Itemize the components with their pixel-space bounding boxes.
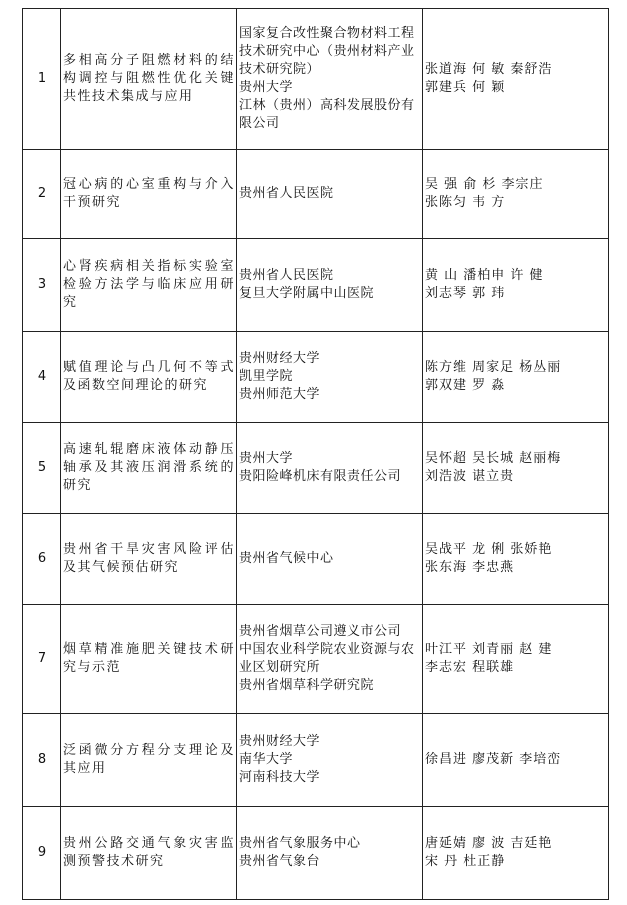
table-row [23, 807, 609, 900]
person-line: 吴战平 龙 俐 张娇艳 [425, 542, 553, 557]
person-line: 宋 丹 杜正静 [425, 854, 506, 869]
person-line: 张陈匀 韦 方 [425, 195, 506, 210]
unit-name: 贵州省烟草科学研究院 [239, 678, 375, 693]
row-number: 1 [23, 9, 61, 150]
person-line: 唐延婧 廖 波 吉廷艳 [425, 836, 553, 851]
row-number: 4 [23, 332, 61, 423]
unit-name: 贵阳险峰机床有限责任公司 [239, 469, 402, 484]
unit-name: 中国农业科学院农业资源与农业区划研究所 [239, 642, 415, 675]
person-line: 张东海 李忠燕 [425, 560, 515, 575]
project-name: 多相高分子阻燃材料的结构调控与阻燃性优化关键共性技术集成与应用 [61, 9, 237, 150]
person-line: 刘志琴 郭 玮 [425, 286, 506, 301]
completing-people [423, 239, 609, 332]
completing-units [237, 714, 423, 807]
project-name: 赋值理论与凸几何不等式及函数空间理论的研究 [61, 332, 237, 423]
completing-people [423, 514, 609, 605]
person-line: 郭双建 罗 淼 [425, 378, 506, 393]
table-row [23, 9, 609, 150]
unit-name: 江林（贵州）高科发展股份有限公司 [239, 98, 415, 131]
completing-units [237, 150, 423, 239]
project-name: 贵州省干旱灾害风险评估及其气候预估研究 [61, 514, 237, 605]
row-number: 9 [23, 807, 61, 900]
row-number: 6 [23, 514, 61, 605]
unit-name: 河南科技大学 [239, 770, 321, 785]
unit-name: 贵州省气象服务中心 [239, 836, 361, 851]
completing-units [237, 423, 423, 514]
row-number: 8 [23, 714, 61, 807]
project-name: 贵州公路交通气象灾害监测预警技术研究 [61, 807, 237, 900]
completing-units [237, 239, 423, 332]
completing-units [237, 514, 423, 605]
project-name: 冠心病的心室重构与介入干预研究 [61, 150, 237, 239]
unit-name: 贵州省烟草公司遵义市公司 [239, 624, 402, 639]
table-row [23, 605, 609, 714]
row-number: 7 [23, 605, 61, 714]
unit-name: 贵州大学 [239, 80, 294, 95]
table-row [23, 150, 609, 239]
completing-units [237, 332, 423, 423]
person-line: 郭建兵 何 颖 [425, 80, 506, 95]
table-row [23, 423, 609, 514]
unit-name: 贵州省人民医院 [239, 268, 334, 283]
table-row [23, 332, 609, 423]
row-number: 5 [23, 423, 61, 514]
unit-name: 贵州省人民医院 [239, 186, 334, 201]
completing-units [237, 807, 423, 900]
unit-name: 复旦大学附属中山医院 [239, 286, 375, 301]
unit-name: 贵州大学 [239, 451, 294, 466]
project-name: 烟草精准施肥关键技术研究与示范 [61, 605, 237, 714]
person-line: 刘浩波 谌立贵 [425, 469, 515, 484]
person-line: 徐昌进 廖茂新 李培峦 [425, 752, 562, 767]
person-line: 陈方维 周家足 杨丛丽 [425, 360, 562, 375]
row-number: 3 [23, 239, 61, 332]
completing-people [423, 423, 609, 514]
unit-name: 凯里学院 [239, 369, 294, 384]
project-name: 高速轧辊磨床液体动静压轴承及其液压润滑系统的研究 [61, 423, 237, 514]
unit-name: 贵州师范大学 [239, 387, 321, 402]
unit-name: 南华大学 [239, 752, 294, 767]
completing-units [237, 605, 423, 714]
row-number: 2 [23, 150, 61, 239]
completing-people [423, 9, 609, 150]
unit-name: 贵州省气候中心 [239, 551, 334, 566]
project-name: 心肾疾病相关指标实验室检验方法学与临床应用研究 [61, 239, 237, 332]
completing-people [423, 714, 609, 807]
completing-people [423, 807, 609, 900]
person-line: 张道海 何 敏 秦舒浩 [425, 62, 553, 77]
unit-name: 贵州财经大学 [239, 351, 321, 366]
completing-people [423, 605, 609, 714]
project-name: 泛函微分方程分支理论及其应用 [61, 714, 237, 807]
person-line: 吴 强 俞 杉 李宗庄 [425, 177, 544, 192]
unit-name: 贵州财经大学 [239, 734, 321, 749]
completing-people [423, 332, 609, 423]
unit-name: 贵州省气象台 [239, 854, 321, 869]
table-row [23, 239, 609, 332]
awards-table [22, 8, 609, 900]
person-line: 吴怀超 吴长城 赵丽梅 [425, 451, 562, 466]
unit-name: 国家复合改性聚合物材料工程技术研究中心（贵州材料产业技术研究院） [239, 26, 415, 77]
completing-units [237, 9, 423, 150]
person-line: 李志宏 程联雄 [425, 660, 515, 675]
completing-people [423, 150, 609, 239]
person-line: 黄 山 潘柏申 许 健 [425, 268, 544, 283]
person-line: 叶江平 刘青丽 赵 建 [425, 642, 553, 657]
table-row [23, 514, 609, 605]
table-row [23, 714, 609, 807]
